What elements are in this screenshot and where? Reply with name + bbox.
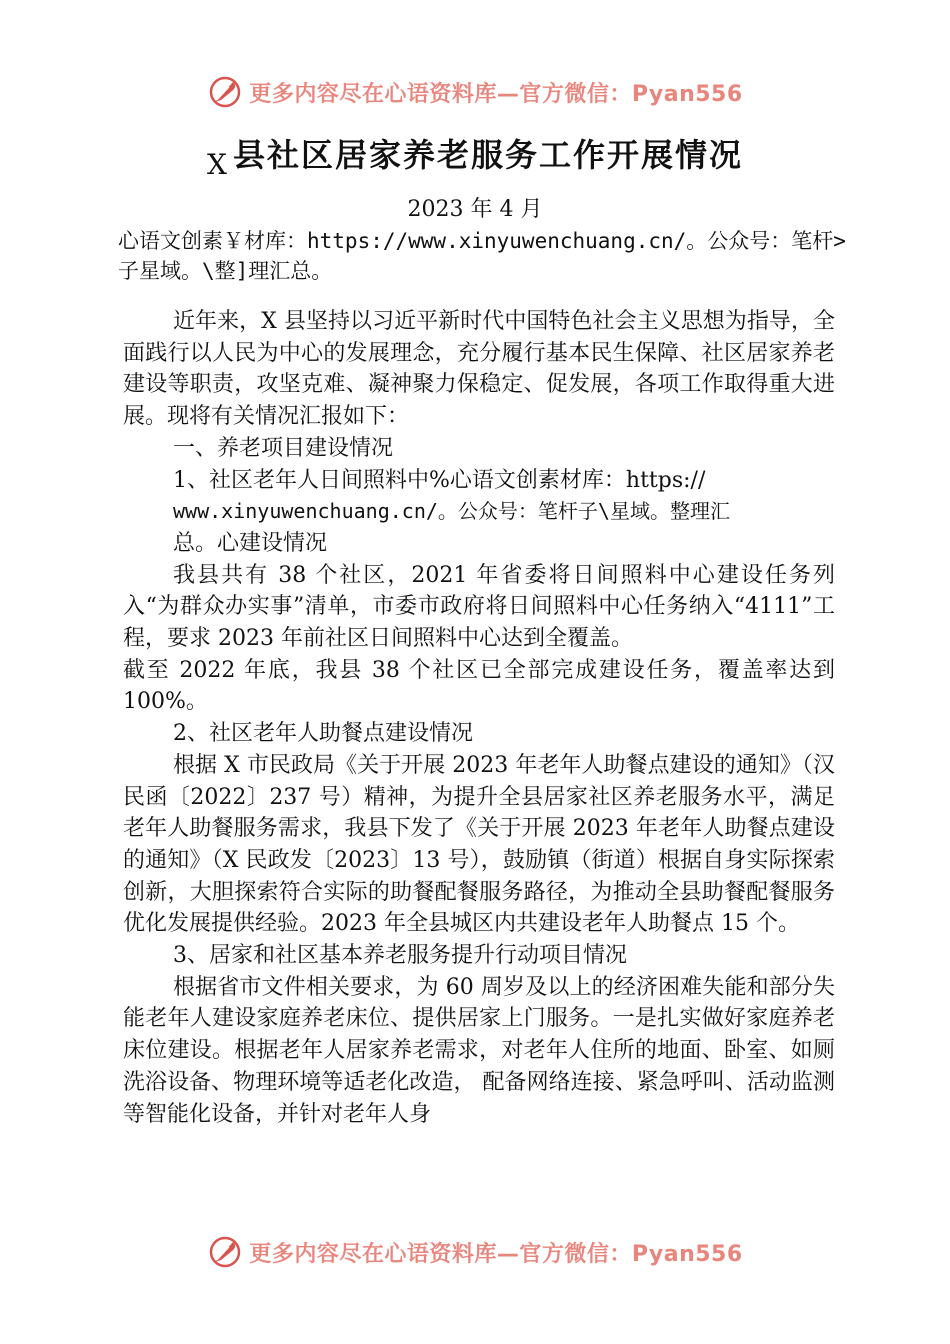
paragraph-home-care: 根据省市文件相关要求，为 60 周岁及以上的经济困难失能和部分失能老年人建设家庭养老床位、提供居家上门服务。一是扎实做好家庭养老床位建设。根据老年人居家养老需求，对老年人住所的地面、卧室、如厕洗浴设备、物理环境等适老化改造， 配备网络连接、紧急呼叫、活动监测等智能化设备，并针对老年人身	[123, 974, 835, 1127]
banner-text: 更多内容尽在心语资料库—官方微信：Pyan556	[249, 81, 743, 107]
page-title	[0, 130, 950, 181]
source-url-line: www.xinyuwenchuang.cn/。公众号：笔杆子\星域。整理汇	[173, 499, 730, 524]
paragraph-meal-points: 根据 X 市民政局《关于开展 2023 年老年人助餐点建设的通知》（汉民函〔2022〕237 号）精神，为提升全县居家社区养老服务水平，满足老年人助餐服务需求，我县下发了《关于开展 2023 年老年人助餐点建设的通知》（X 民政发〔2023〕13 号），鼓励镇（街道）根据自身实际探索创新，大胆探索符合实际的助餐配餐服务路径，为推动全县助餐配餐服务优化发展提供经验。2023 年全县城区内共建设老年人助餐点 15 个。	[123, 752, 835, 937]
subsection-heading-3: 3、居家和社区基本养老服务提升行动项目情况	[173, 943, 627, 969]
footer-watermark-banner	[0, 1232, 950, 1272]
title-prefix: X	[207, 148, 229, 181]
section-heading-1: 一、养老项目建设情况	[173, 435, 394, 461]
paragraph-intro: 近年来，X 县坚持以习近平新时代中国特色社会主义思想为指导，全面践行以人民为中心的发展理念，充分履行基本民生保障、社区居家养老建设等职责，攻坚克难、凝神聚力保稳定、促发展，各项工作取得重大进展。现将有关情况汇报如下：	[123, 309, 835, 430]
feather-pen-circle-icon	[207, 74, 243, 110]
source-note: 心语文创素￥材库：https://www.xinyuwenchuang.cn/。公众号：笔杆>子星域。\整]理汇总。	[118, 229, 846, 283]
header-watermark-banner	[0, 72, 950, 112]
banner-text: 更多内容尽在心语资料库—官方微信：Pyan556	[249, 1241, 743, 1267]
title-main: 县社区居家养老服务工作开展情况	[232, 136, 743, 174]
feather-pen-circle-icon	[207, 1234, 243, 1270]
subsection-heading-1	[123, 465, 835, 560]
subsection-heading-1-text: 1、社区老年人日间照料中%心语文创素材库：https://	[173, 467, 706, 493]
document-body	[123, 306, 835, 1130]
subsection-heading-1-tail: 总。心建设情况	[173, 530, 328, 556]
document-date: 2023 年 4 月	[407, 197, 543, 222]
subsection-heading-2: 2、社区老年人助餐点建设情况	[173, 721, 473, 747]
paragraph-coverage: 截至 2022 年底，我县 38 个社区已全部完成建设任务，覆盖率达到 100%。	[123, 657, 835, 715]
paragraph-community-count: 我县共有 38 个社区，2021 年省委将日间照料中心建设任务列入“为群众办实事”清单，市委市政府将日间照料中心任务纳入“4111”工程，要求 2023 年前社区日间照料中心达到全覆盖。	[123, 562, 835, 652]
